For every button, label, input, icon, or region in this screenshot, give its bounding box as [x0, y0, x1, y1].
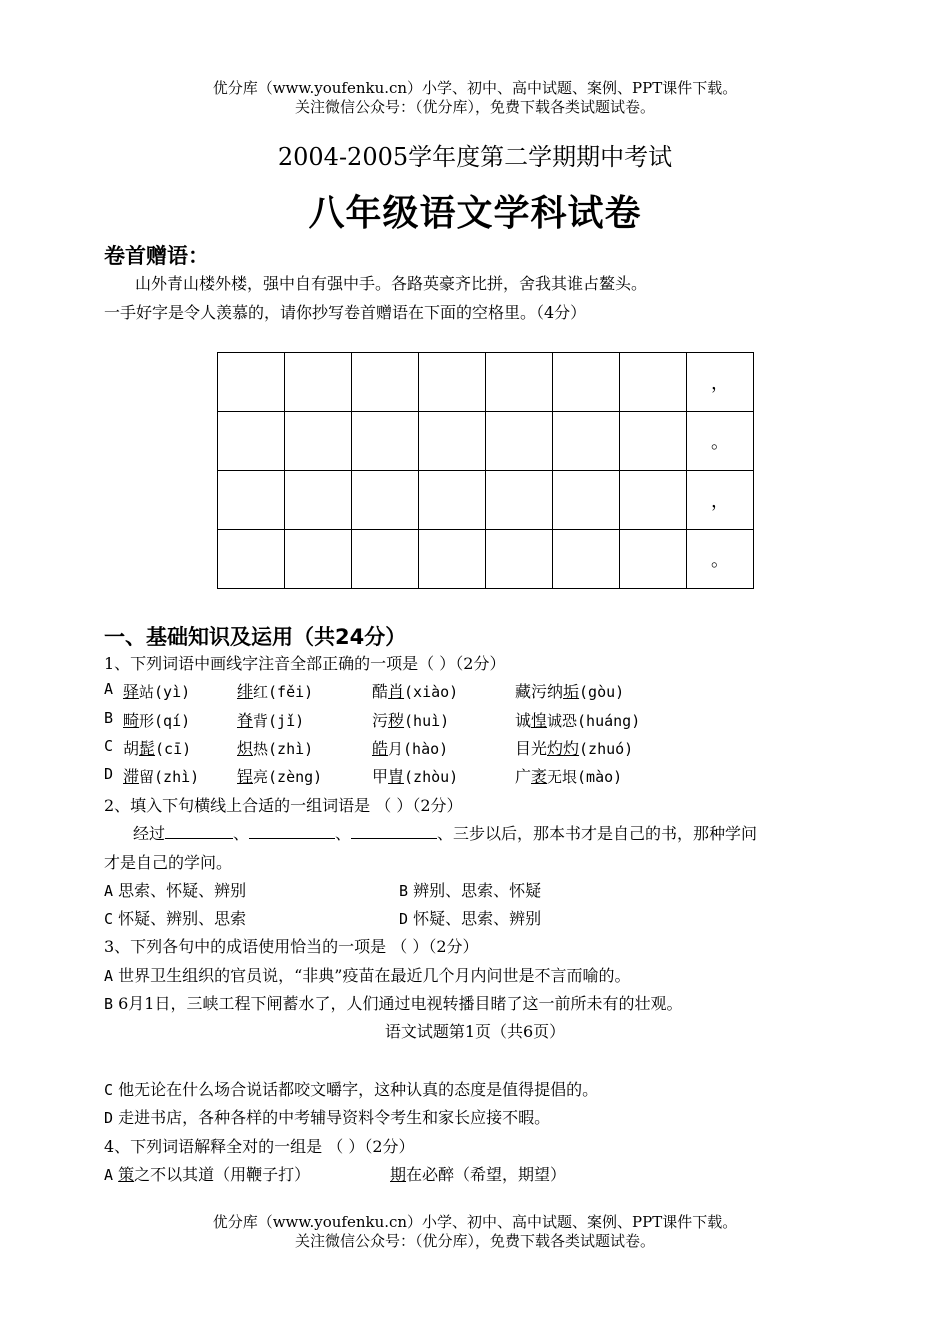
q1-word: 滞留(zhì) — [123, 767, 200, 786]
grid-cell[interactable] — [352, 353, 419, 412]
q1-word: 目光灼灼(zhuó) — [515, 739, 634, 758]
site-header-line1: 优分库（www.youfenku.cn）小学、初中、高中试题、案例、PPT课件下载。 — [212, 79, 738, 97]
q2-sep-2: 、 — [335, 824, 352, 843]
grid-row — [218, 412, 754, 471]
grid-cell[interactable] — [486, 530, 553, 589]
copy-grid — [217, 352, 754, 589]
grid-cell[interactable] — [553, 471, 620, 530]
q3-option-d: D 走进书店，各种各样的中考辅导资料令考生和家长应接不暇。 — [104, 1108, 551, 1127]
q2-sentence-cont: 才是自己的学问。 — [104, 853, 233, 872]
grid-cell[interactable] — [285, 353, 352, 412]
q1-option-label: B — [104, 709, 114, 727]
q1-underlined-char: 秽 — [388, 711, 405, 730]
q1-underlined-char: 滞 — [123, 767, 140, 786]
q1-underlined-char: 髭 — [139, 739, 156, 758]
grid-cell[interactable] — [419, 353, 486, 412]
q2-blank-1[interactable] — [165, 824, 233, 839]
q1-word: 广袤无垠(mào) — [515, 767, 623, 786]
grid-cell[interactable] — [285, 471, 352, 530]
q1-underlined-char: 脊 — [237, 711, 254, 730]
grid-cell[interactable] — [620, 412, 687, 471]
q3-option-c: C 他无论在什么场合说话都咬文嚼字，这种认真的态度是值得提倡的。 — [104, 1080, 599, 1099]
q1-underlined-char: 锃 — [237, 767, 254, 786]
q1-underlined-char: 肖 — [388, 682, 405, 701]
q1-underlined-char: 垢 — [563, 682, 580, 701]
grid-punct-cell: 。 — [687, 530, 754, 589]
q1-word: 绯红(fěi) — [237, 682, 314, 701]
grid-cell[interactable] — [553, 530, 620, 589]
q2-option-d: D 怀疑、思索、辨别 — [399, 909, 542, 928]
grid-cell[interactable] — [486, 353, 553, 412]
grid-cell[interactable] — [419, 530, 486, 589]
grid-punct-cell: 。 — [687, 412, 754, 471]
q2-option-b: B 辨别、思索、怀疑 — [399, 881, 542, 900]
q1-option-label: D — [104, 765, 114, 783]
grid-punct-cell: ， — [687, 353, 754, 412]
q1-word: 诚惶诚恐(huáng) — [515, 711, 641, 730]
q1-underlined-char: 胄 — [388, 767, 405, 786]
q1-option-label: A — [104, 680, 114, 698]
grid-row — [218, 471, 754, 530]
q1-word: 炽热(zhì) — [237, 739, 314, 758]
grid-row — [218, 530, 754, 589]
site-footer-line2: 关注微信公众号：（优分库），免费下载各类试题试卷。 — [294, 1232, 655, 1250]
q3-stem: 3、下列各句中的成语使用恰当的一项是 （ ）（2分） — [104, 937, 479, 956]
grid-cell[interactable] — [218, 412, 285, 471]
grid-cell[interactable] — [419, 471, 486, 530]
grid-cell[interactable] — [620, 471, 687, 530]
grid-punct-cell: ， — [687, 471, 754, 530]
q4-underlined-1: 策 — [118, 1165, 135, 1184]
q4-option-a: A 策之不以其道（用鞭子打） — [104, 1165, 311, 1184]
q1-word: 畸形(qí) — [123, 711, 191, 730]
grid-cell[interactable] — [486, 412, 553, 471]
exam-year-title: 2004-2005学年度第二学期期中考试 — [277, 143, 673, 171]
q1-underlined-char: 袤 — [531, 767, 548, 786]
q1-word: 甲胄(zhòu) — [372, 767, 459, 786]
q1-word: 胡髭(cī) — [123, 739, 192, 758]
q1-word: 皓月(hào) — [372, 739, 449, 758]
preface-heading: 卷首赠语： — [104, 244, 209, 268]
q3-option-b: B 6月1日，三峡工程下闸蓄水了，人们通过电视转播目睹了这一前所未有的壮观。 — [104, 994, 683, 1013]
grid-cell[interactable] — [486, 471, 553, 530]
q1-underlined-char: 灼灼 — [547, 739, 580, 758]
q2-sentence — [133, 821, 757, 844]
q1-option-label: C — [104, 737, 114, 755]
page-number-footer: 语文试题第1页（共6页） — [384, 1022, 566, 1041]
q2-option-c: C 怀疑、辨别、思索 — [104, 909, 247, 928]
grid-cell[interactable] — [352, 471, 419, 530]
q1-underlined-char: 驿 — [123, 682, 140, 701]
q2-option-a: A 思索、怀疑、辨别 — [104, 881, 247, 900]
q1-underlined-char: 绯 — [237, 682, 254, 701]
exam-main-title: 八年级语文学科试卷 — [308, 193, 642, 234]
grid-cell[interactable] — [285, 530, 352, 589]
grid-cell[interactable] — [419, 412, 486, 471]
grid-cell[interactable] — [620, 530, 687, 589]
q2-blank-3[interactable] — [351, 824, 437, 839]
preface-poem: 山外青山楼外楼，强中自有强中手。各路英豪齐比拼，舍我其谁占鳌头。 — [135, 274, 648, 293]
preface-instruction: 一手好字是令人羡慕的，请你抄写卷首赠语在下面的空格里。（4分） — [104, 303, 587, 322]
grid-cell[interactable] — [553, 353, 620, 412]
q1-word: 驿站(yì) — [123, 682, 191, 701]
q2-stem: 2、填入下句横线上合适的一组词语是 （ ）（2分） — [104, 796, 463, 815]
grid-cell[interactable] — [218, 471, 285, 530]
q2-blank-2[interactable] — [249, 824, 335, 839]
grid-cell[interactable] — [553, 412, 620, 471]
q1-underlined-char: 畸 — [123, 711, 140, 730]
q1-word: 酷肖(xiào) — [372, 682, 459, 701]
q1-word: 锃亮(zèng) — [237, 767, 323, 786]
q1-underlined-char: 皓 — [372, 739, 389, 758]
grid-cell[interactable] — [285, 412, 352, 471]
q1-word: 脊背(jǐ) — [237, 711, 305, 730]
grid-cell[interactable] — [352, 412, 419, 471]
grid-cell[interactable] — [620, 353, 687, 412]
grid-row — [218, 353, 754, 412]
site-footer-line1: 优分库（www.youfenku.cn）小学、初中、高中试题、案例、PPT课件下载。 — [212, 1213, 738, 1231]
grid-cell[interactable] — [218, 353, 285, 412]
q2-sentence-end: 、三步以后，那本书才是自己的书，那种学问 — [437, 824, 758, 843]
q4-stem: 4、下列词语解释全对的一组是 （ ）（2分） — [104, 1137, 415, 1156]
q3-option-a: A 世界卫生组织的官员说，“非典”疫苗在最近几个月内问世是不言而喻的。 — [104, 966, 631, 985]
q4-option-a-item2: 期在必醉（希望，期望） — [390, 1165, 567, 1184]
q2-sep-1: 、 — [233, 824, 250, 843]
grid-cell[interactable] — [352, 530, 419, 589]
section1-heading: 一、基础知识及运用（共24分） — [104, 625, 407, 649]
q4-underlined-2: 期 — [390, 1165, 407, 1184]
grid-cell[interactable] — [218, 530, 285, 589]
q1-underlined-char: 炽 — [237, 739, 254, 758]
q1-word: 藏污纳垢(gòu) — [515, 682, 625, 701]
q1-word: 污秽(huì) — [372, 711, 450, 730]
q1-stem: 1、下列词语中画线字注音全部正确的一项是（ ）（2分） — [104, 654, 506, 673]
q2-sentence-start: 经过 — [133, 824, 166, 843]
q1-underlined-char: 惶 — [531, 711, 548, 730]
site-header-line2: 关注微信公众号：（优分库），免费下载各类试题试卷。 — [294, 98, 655, 116]
